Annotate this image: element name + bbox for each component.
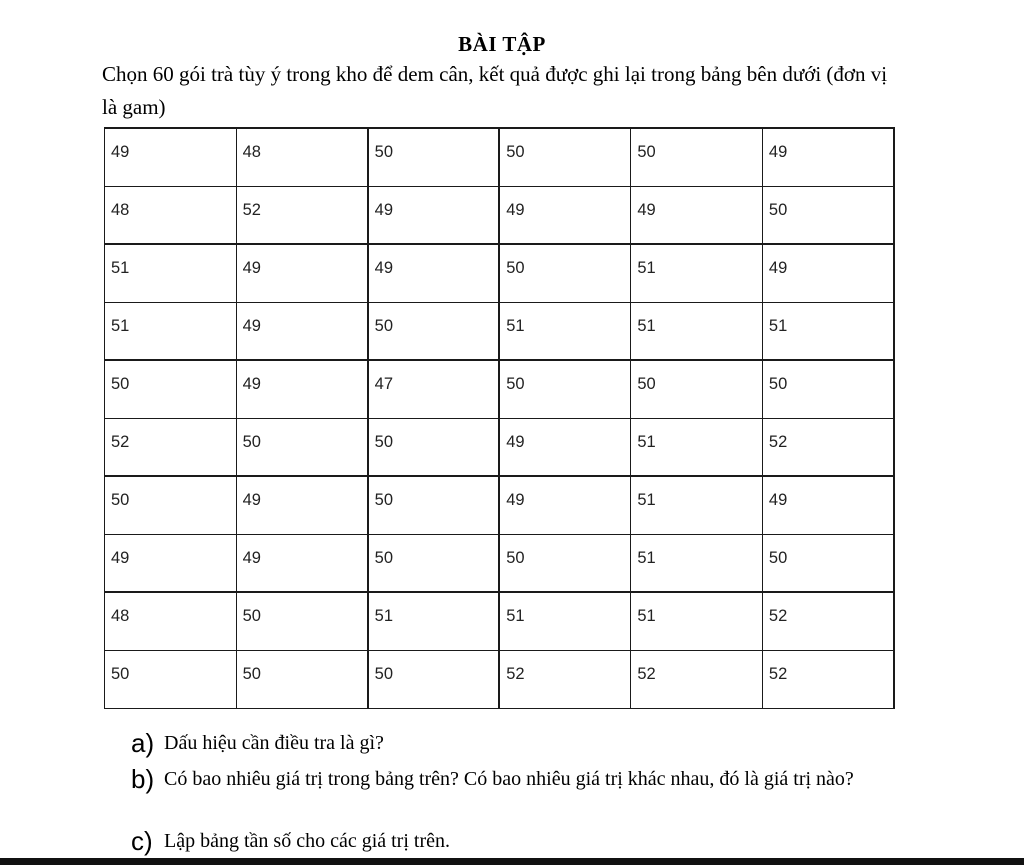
table-cell: 50 (368, 650, 500, 708)
table-cell: 49 (631, 186, 763, 244)
table-cell: 50 (368, 476, 500, 534)
table-row (105, 534, 895, 592)
table-cell: 50 (368, 302, 500, 360)
table-cell: 50 (236, 418, 368, 476)
table-cell: 51 (631, 302, 763, 360)
weights-table-body (105, 128, 895, 708)
question-a-letter: a) (131, 728, 155, 758)
table-row (105, 418, 895, 476)
table-cell: 49 (368, 244, 500, 302)
table-cell: 51 (368, 592, 500, 650)
table-cell: 50 (631, 128, 763, 186)
table-cell: 49 (499, 476, 631, 534)
table-row (105, 650, 895, 708)
question-b (131, 766, 911, 826)
table-row (105, 244, 895, 302)
table-row (105, 592, 895, 650)
table-cell: 49 (499, 418, 631, 476)
table-cell: 50 (368, 418, 500, 476)
table-cell: 52 (762, 418, 894, 476)
table-row (105, 302, 895, 360)
question-b-letter: b) (131, 764, 155, 794)
table-cell: 47 (368, 360, 500, 418)
table-cell: 51 (499, 592, 631, 650)
table-row (105, 476, 895, 534)
table-cell: 50 (499, 534, 631, 592)
table-cell: 49 (762, 476, 894, 534)
table-cell: 51 (631, 476, 763, 534)
table-cell: 49 (105, 534, 237, 592)
table-cell: 49 (499, 186, 631, 244)
table-cell: 52 (499, 650, 631, 708)
table-row (105, 128, 895, 186)
question-b-text: Có bao nhiêu giá trị trong bảng trên? Có bao nhiêu giá trị khác nhau, đó là giá trị nào? (164, 768, 854, 790)
intro-paragraph: Chọn 60 gói trà tùy ý trong kho để dem cân, kết quả được ghi lại trong bảng bên dưới (đơn vị là gam) (102, 62, 888, 119)
table-cell: 50 (762, 186, 894, 244)
table-cell: 52 (236, 186, 368, 244)
table-row (105, 186, 895, 244)
table-cell: 49 (236, 476, 368, 534)
table-cell: 50 (762, 360, 894, 418)
question-c (131, 828, 911, 854)
table-cell: 49 (236, 360, 368, 418)
table-cell: 50 (105, 360, 237, 418)
table-cell: 52 (105, 418, 237, 476)
table-cell: 52 (762, 650, 894, 708)
table-cell: 50 (368, 534, 500, 592)
table-cell: 49 (236, 244, 368, 302)
table-cell: 50 (105, 476, 237, 534)
table-cell: 48 (236, 128, 368, 186)
table-cell: 52 (762, 592, 894, 650)
table-cell: 49 (236, 534, 368, 592)
table-cell: 50 (368, 128, 500, 186)
table-cell: 48 (105, 186, 237, 244)
question-c-letter: c) (131, 826, 153, 856)
table-cell: 50 (105, 650, 237, 708)
table-cell: 50 (236, 650, 368, 708)
table-cell: 49 (762, 128, 894, 186)
bottom-border-bar (0, 858, 1024, 865)
table-cell: 50 (499, 244, 631, 302)
table-cell: 51 (499, 302, 631, 360)
question-c-text: Lập bảng tần số cho các giá trị trên. (164, 830, 450, 852)
table-cell: 51 (762, 302, 894, 360)
table-cell: 50 (236, 592, 368, 650)
table-cell: 51 (631, 244, 763, 302)
question-a-text: Dấu hiệu cần điều tra là gì? (164, 732, 384, 754)
table-cell: 50 (499, 360, 631, 418)
table-cell: 50 (499, 128, 631, 186)
table-cell: 52 (631, 650, 763, 708)
weights-table (104, 127, 895, 709)
table-cell: 49 (105, 128, 237, 186)
table-row (105, 360, 895, 418)
questions-list (131, 730, 911, 856)
table-cell: 51 (631, 592, 763, 650)
table-cell: 50 (762, 534, 894, 592)
page-title: BÀI TẬP (458, 32, 546, 56)
table-cell: 48 (105, 592, 237, 650)
table-cell: 51 (105, 302, 237, 360)
table-cell: 51 (105, 244, 237, 302)
table-cell: 49 (368, 186, 500, 244)
question-a (131, 730, 911, 764)
table-cell: 49 (762, 244, 894, 302)
table-cell: 49 (236, 302, 368, 360)
table-cell: 50 (631, 360, 763, 418)
table-cell: 51 (631, 418, 763, 476)
table-cell: 51 (631, 534, 763, 592)
